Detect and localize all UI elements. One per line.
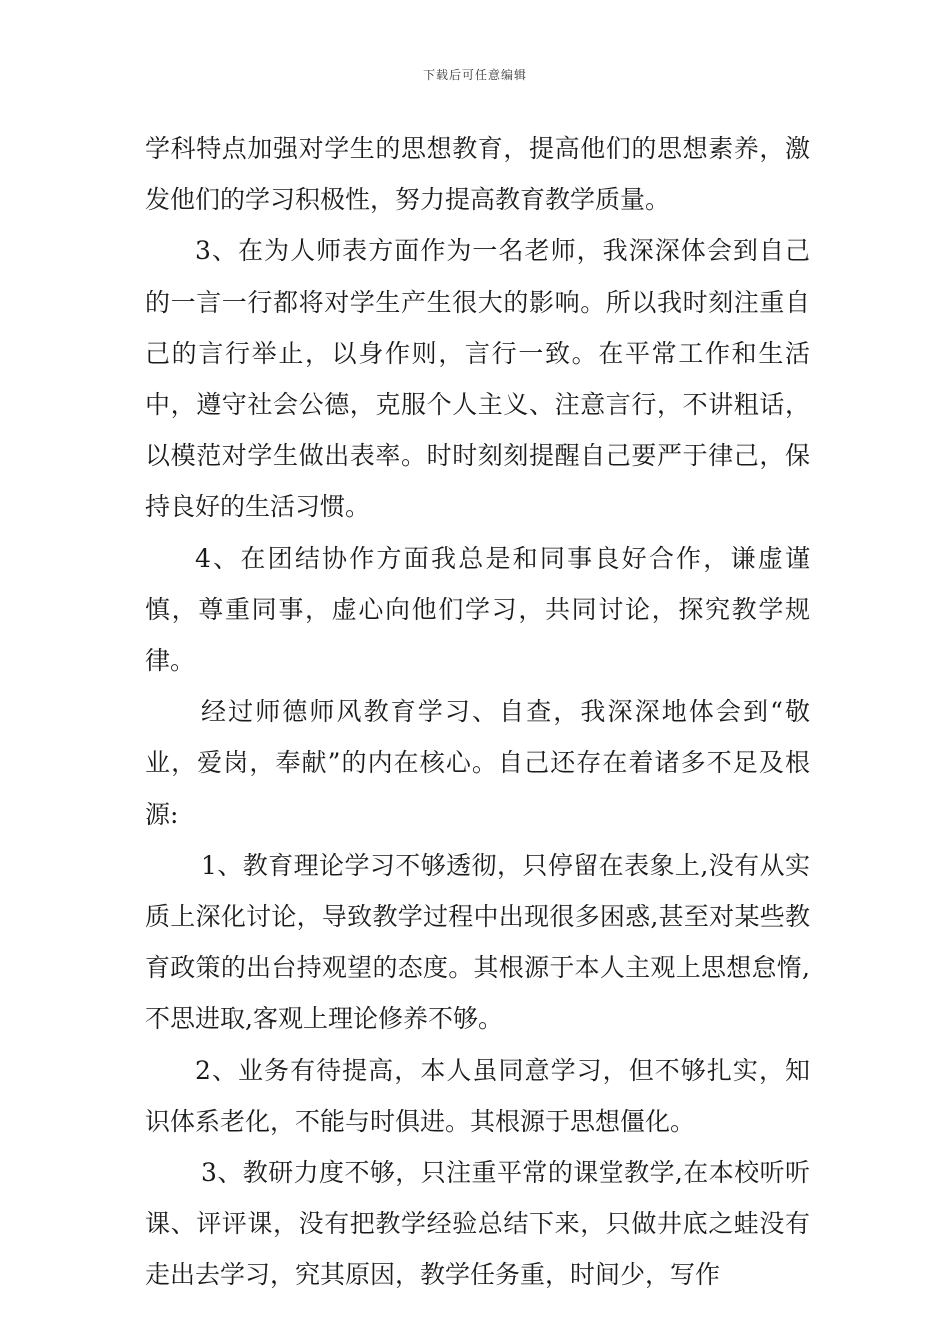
paragraph-4: 经过师德师风教育学习、自查，我深深地体会到“敬业，爱岗，奉献”的内在核心。自己还存在着诸多不足及根源: bbox=[145, 697, 810, 829]
paragraph-5: 1、教育理论学习不够透彻，只停留在表象上,没有从实质上深化讨论，导致教学过程中出现很多困惑,甚至对某些教育政策的出台持观望的态度。其根源于本人主观上思想怠惰,不思进取,客观上理论修养不够。 bbox=[145, 850, 810, 1034]
paragraph-6: 2、业务有待提高，本人虽同意学习，但不够扎实，知识体系老化，不能与时俱进。其根源于思想僵化。 bbox=[145, 1055, 810, 1136]
paragraph-7: 3、教研力度不够，只注重平常的课堂教学,在本校听听课、评评课，没有把教学经验总结下来，只做井底之蛙没有走出去学习，究其原因，教学任务重，时间少，写作 bbox=[145, 1158, 810, 1290]
page-header-note: 下载后可任意编辑 bbox=[422, 68, 527, 82]
paragraph-3: 4、在团结协作方面我总是和同事良好合作，谦虚谨慎，尊重同事，虚心向他们学习，共同讨论，探究教学规律。 bbox=[145, 543, 810, 676]
paragraph-1: 学科特点加强对学生的思想教育，提高他们的思想素养，激发他们的学习积极性，努力提高教育教学质量。 bbox=[145, 134, 810, 215]
paragraph-2: 3、在为人师表方面作为一名老师，我深深体会到自己的一言一行都将对学生产生很大的影响。所以我时刻注重自己的言行举止，以身作则，言行一致。在平常工作和生活中，遵守社会公德，克服个人主义、注意言行，不讲粗话，以模范对学生做出表率。时时刻刻提醒自己要严于律己，保持良好的生活习惯。 bbox=[145, 236, 810, 522]
document-body bbox=[145, 123, 810, 1301]
